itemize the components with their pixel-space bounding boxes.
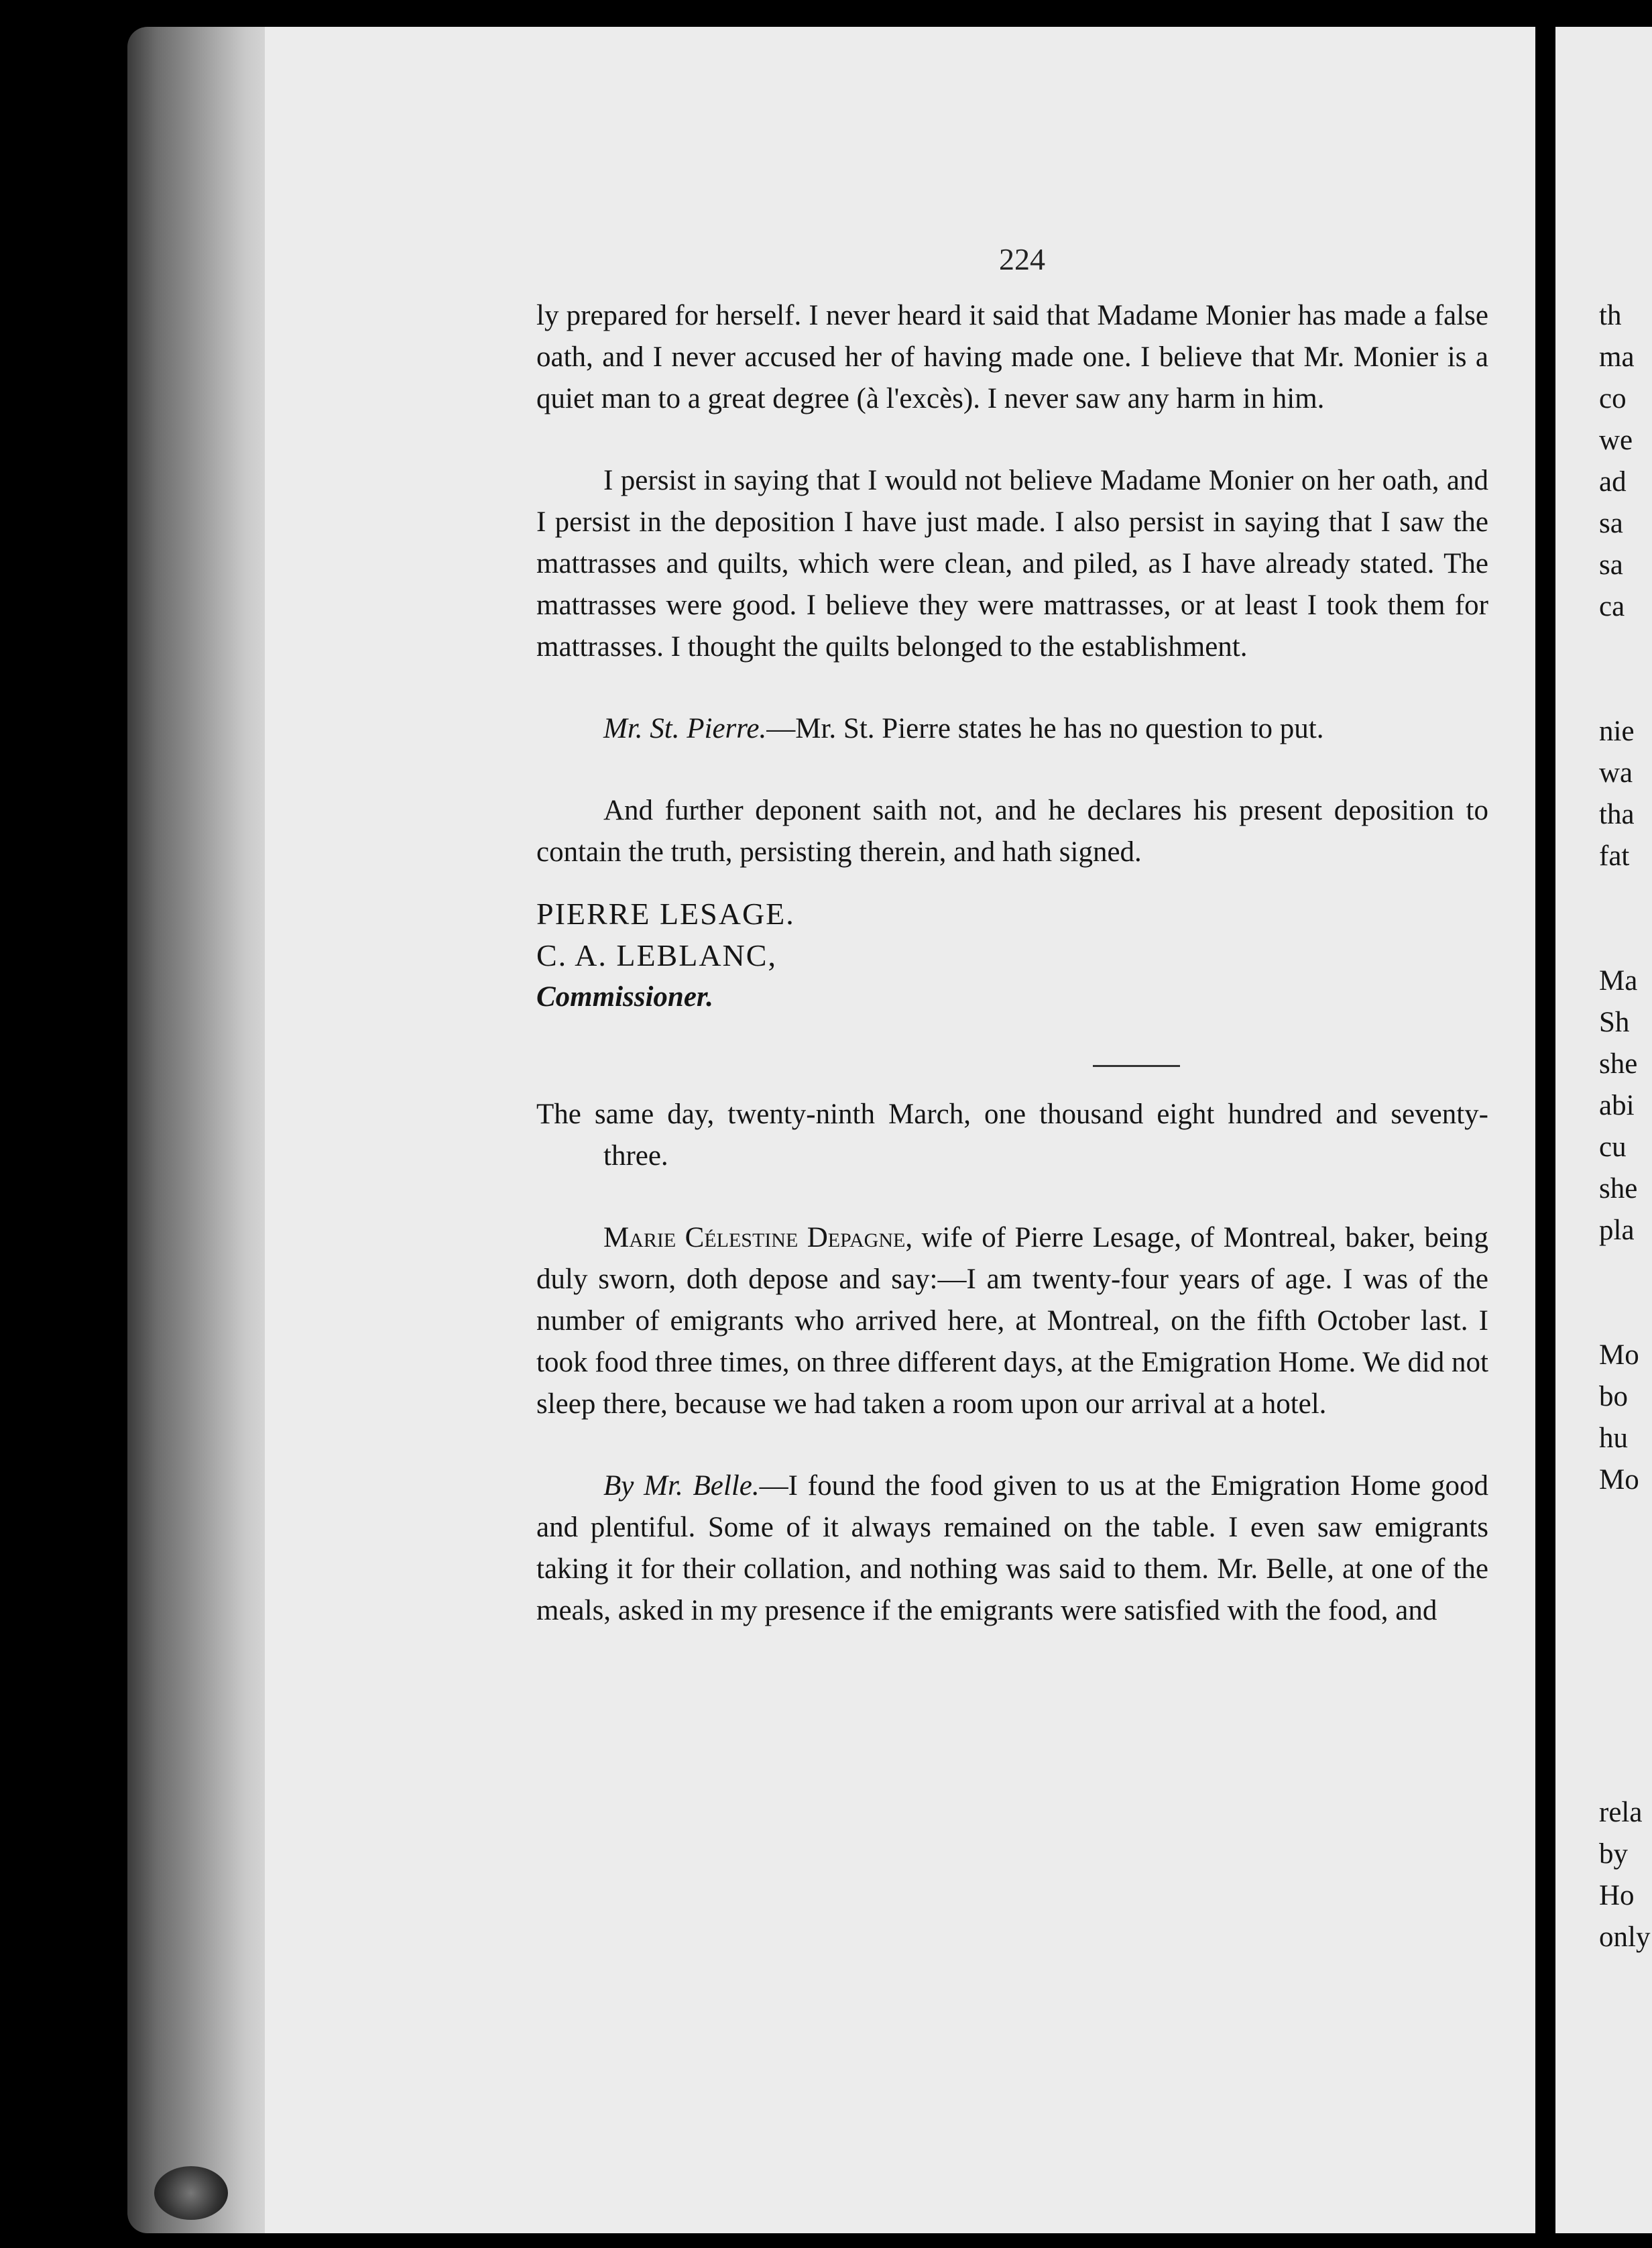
adjacent-line-fragment: ca <box>1599 591 1625 622</box>
deponent-signature: PIERRE LESAGE. <box>536 897 795 931</box>
adjacent-line-fragment <box>1599 1584 1652 1626</box>
adjacent-line-fragment: bo <box>1599 1381 1628 1412</box>
paragraph: ly prepared for herself. I never heard it said that Madame Monier has made a false oath, and I never accused her of having made one. I believe that Mr. Monier is a quiet man to a great degree (à l'excès). I never saw any harm in him. <box>536 300 1488 414</box>
adjacent-line-fragment: rela <box>1599 1797 1643 1828</box>
adjacent-line-fragment: by <box>1599 1838 1628 1870</box>
speaker: By Mr. Belle. <box>603 1470 760 1502</box>
paragraph <box>536 708 1488 750</box>
paragraph-text: —Mr. St. Pierre states he has no question to put. <box>766 713 1324 744</box>
adjacent-line-fragment <box>1599 919 1652 960</box>
adjacent-line-fragment: tha <box>1599 799 1635 830</box>
adjacent-line-fragment: fat <box>1599 840 1630 872</box>
paragraph <box>536 1217 1488 1425</box>
paragraph-text: , wife of Pierre Lesage, of Montreal, baker, being duly sworn, doth depose and say:—I am twenty-four years of age. I was of the number of emigrants who arrived here, at Montreal, on the fifth October last. I took food three times, on three different days, at the Emigration Home. We did not sleep there, because we had taken a room upon our arrival at a hotel. <box>536 1222 1489 1420</box>
book-edge <box>127 27 275 2233</box>
adjacent-line-fragment: sa <box>1599 508 1623 539</box>
adjacent-line-fragment: hu <box>1599 1422 1628 1454</box>
adjacent-line-fragment <box>1599 1501 1652 1542</box>
speaker: Mr. St. Pierre. <box>603 713 767 744</box>
adjacent-line-fragment: nie <box>1599 716 1635 747</box>
adjacent-line-fragment <box>1599 877 1652 919</box>
adjacent-line-fragment <box>1599 1709 1652 1750</box>
adjacent-line-fragment: abi <box>1599 1090 1635 1121</box>
adjacent-line-fragment: Mo <box>1599 1339 1639 1371</box>
adjacent-page-text <box>1599 295 1652 1958</box>
adjacent-line-fragment: co <box>1599 383 1627 414</box>
adjacent-line-fragment <box>1599 1750 1652 1792</box>
adjacent-line-fragment <box>1599 628 1652 669</box>
smudge <box>154 2166 228 2220</box>
commissioner-signature: C. A. LEBLANC, <box>536 938 777 972</box>
adjacent-line-fragment: only <box>1599 1921 1651 1953</box>
paragraph <box>536 1465 1488 1632</box>
adjacent-line-fragment: Sh <box>1599 1007 1630 1038</box>
adjacent-line-fragment: sa <box>1599 549 1623 581</box>
adjacent-line-fragment <box>1599 1251 1652 1293</box>
adjacent-line-fragment <box>1599 1293 1652 1335</box>
page-number: 224 <box>999 242 1045 276</box>
commissioner-title: Commissioner. <box>536 981 714 1013</box>
adjacent-line-fragment: pla <box>1599 1215 1635 1246</box>
adjacent-line-fragment: ma <box>1599 341 1635 373</box>
adjacent-line-fragment: she <box>1599 1048 1638 1080</box>
adjacent-line-fragment: ad <box>1599 466 1627 498</box>
adjacent-line-fragment <box>1599 1667 1652 1709</box>
adjacent-line-fragment: Mo <box>1599 1464 1639 1496</box>
adjacent-line-fragment: Ho <box>1599 1880 1635 1911</box>
paragraph: And further deponent saith not, and he declares his present deposition to contain the truth, persisting therein, and hath signed. <box>536 795 1488 868</box>
adjacent-line-fragment: th <box>1599 300 1622 331</box>
adjacent-line-fragment <box>1599 669 1652 711</box>
main-text <box>536 295 1488 1632</box>
adjacent-line-fragment: wa <box>1599 757 1633 789</box>
adjacent-line-fragment: she <box>1599 1173 1638 1204</box>
adjacent-line-fragment: Ma <box>1599 965 1638 997</box>
adjacent-line-fragment <box>1599 1542 1652 1584</box>
adjacent-line-fragment: we <box>1599 425 1633 456</box>
adjacent-line-fragment <box>1599 1626 1652 1667</box>
divider <box>1093 1065 1180 1067</box>
adjacent-line-fragment: cu <box>1599 1131 1627 1163</box>
paragraph-text: —I found the food given to us at the Emigration Home good and plentiful. Some of it always remained on the table. I even saw emigrants taking it for their collation, and nothing was said to them. Mr. Belle, at one of the meals, asked in my presence if the emigrants were satisfied with the food, and <box>536 1470 1488 1626</box>
paragraph: The same day, twenty-ninth March, one thousand eight hundred and seventy-three. <box>536 1099 1488 1172</box>
deponent-name: Marie Célestine Depagne <box>603 1222 906 1253</box>
paragraph: I persist in saying that I would not believe Madame Monier on her oath, and I persist in the deposition I have just made. I also persist in saying that I saw the mattrasses and quilts, which were clean, and piled, as I have already stated. The mattrasses were good. I believe they were mattrasses, or at least I took them for mattrasses. I thought the quilts belonged to the establishment. <box>536 465 1488 663</box>
